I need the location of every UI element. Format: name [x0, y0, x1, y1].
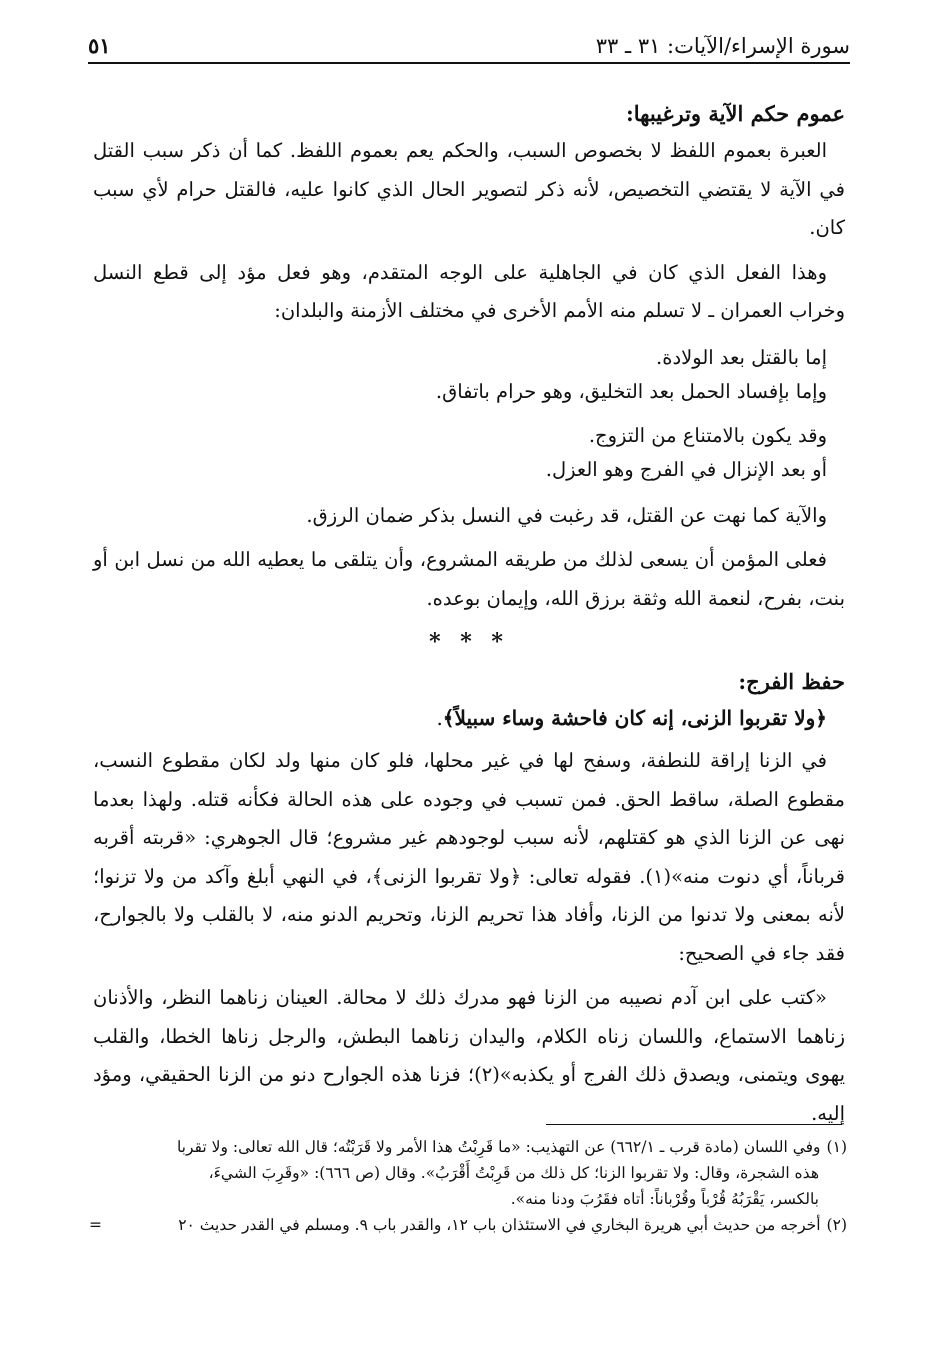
footnote-1-continued: هذه الشجرة، وقال: ولا تقربوا الزنا؛ كل ذلك من قَرِبْتُ أَقْرَبُ». وقال (ص ٦٦٦): «وقَرِبَ الشيءَ،	[208, 1164, 819, 1182]
page-body	[93, 96, 845, 1133]
footnote-1	[91, 1134, 847, 1160]
verse-text: ﴿ولا تقربوا الزنى، إنه كان فاحشة وساء سبيلاً﴾	[442, 706, 827, 730]
running-title: سورة الإسراء/الآيات: ٣١ ـ ٣٣	[595, 34, 850, 58]
list-item: وقد يكون بالامتناع من التزوج.	[588, 423, 827, 447]
quran-verse	[93, 700, 845, 736]
footnote-1-continued: بالكسر، يَقْرَبُهُ قُرْباً وقُرْباناً: أتاه فقَرُبَ ودنا منه».	[510, 1190, 819, 1208]
footnote-rule	[546, 1124, 842, 1125]
footnote-number: (٢)	[826, 1216, 847, 1234]
footnote-text: وفي اللسان (مادة قرب ـ ٦٦٢/١) عن التهذيب: «ما قَرِبْتُ هذا الأمر ولا قَرَبْتُه؛ قال الله تعالى: ولا تقربا	[176, 1138, 821, 1156]
page-header	[88, 33, 850, 65]
footnote-number: (١)	[826, 1138, 847, 1156]
paragraph: فعلى المؤمن أن يسعى لذلك من طريقه المشروع، وأن يتلقى ما يعطيه الله من نسل ابن أو بنت، بفرح، لنعمة الله وثقة برزق الله، وإيمان بوعده.	[93, 548, 845, 610]
paragraph: في الزنا إراقة للنطفة، وسفح لها في غير محلها، فلو كان منها ولد لكان مقطوع النسب، مقطوع الصلة، ساقط الحق. فمن تسبب في وجوده على هذه الحالة فكأنه قتله. ولهذا بعدما نهى عن الزنا الذي هو كقتلهم، لأنه سبب لوجودهم غير مشروع؛ قال الجوهري: «قربته أقربه قرباناً، أي دنوت منه»(١). فقوله تعالى: ﴿ولا تقربوا الزنى﴾، في النهي أبلغ وآكد من ولا تزنوا؛ لأنه بمعنى ولا تدنوا من الزنا، وأفاد هذا تحريم الزنا، وتحريم الدنو منه، لا بالقلب ولا بالجوارح، فقد جاء في الصحيح:	[93, 749, 845, 965]
section-heading-general-ruling: عموم حكم الآية وترغيبها:	[626, 101, 845, 126]
verse-tail: .	[436, 706, 443, 730]
page-number: ٥١	[88, 33, 111, 58]
footnote-2	[91, 1212, 847, 1238]
paragraph: «كتب على ابن آدم نصيبه من الزنا فهو مدرك ذلك لا محالة. العينان زناهما النظر، والأذنان زناهما الاستماع، واللسان زناه الكلام، واليدان زناهما البطش، والرجل زناها الخطا، والقلب يهوى ويتمنى، ويصدق ذلك الفرج أو يكذبه»(٢)؛ فزنا هذه الجوارح دنو من الزنا الحقيقي، ومؤد إليه.	[93, 986, 845, 1125]
list-item: أو بعد الإنزال في الفرج وهو العزل.	[545, 457, 827, 481]
footnotes	[91, 1134, 847, 1238]
paragraph: وهذا الفعل الذي كان في الجاهلية على الوجه المتقدم، وهو فعل مؤد إلى قطع النسل وخراب العمران ـ لا تسلم منه الأمم الأخرى في مختلف الأزمنة والبلدان:	[93, 260, 845, 322]
section-separator: * * *	[429, 629, 509, 655]
list-item: وإما بإفساد الحمل بعد التخليق، وهو حرام باتفاق.	[435, 379, 827, 403]
paragraph: والآية كما نهت عن القتل، قد رغبت في النسل بذكر ضمان الرزق.	[306, 503, 827, 527]
footnote-text: أخرجه من حديث أبي هريرة البخاري في الاستئذان باب ١٢، والقدر باب ٩. ومسلم في القدر حديث ٢٠	[178, 1216, 821, 1234]
list-item: إما بالقتل بعد الولادة.	[656, 345, 827, 369]
header-rule	[88, 62, 850, 64]
continuation-mark: =	[89, 1216, 102, 1234]
section-heading-chastity: حفظ الفرج:	[738, 669, 845, 694]
paragraph: العبرة بعموم اللفظ لا بخصوص السبب، والحكم يعم بعموم اللفظ. كما أن ذكر سبب القتل في الآية لا يقتضي التخصيص، لأنه ذكر لتصوير الحال الذي كانوا عليه، فالقتل حرام لأي سبب كان.	[93, 139, 845, 239]
